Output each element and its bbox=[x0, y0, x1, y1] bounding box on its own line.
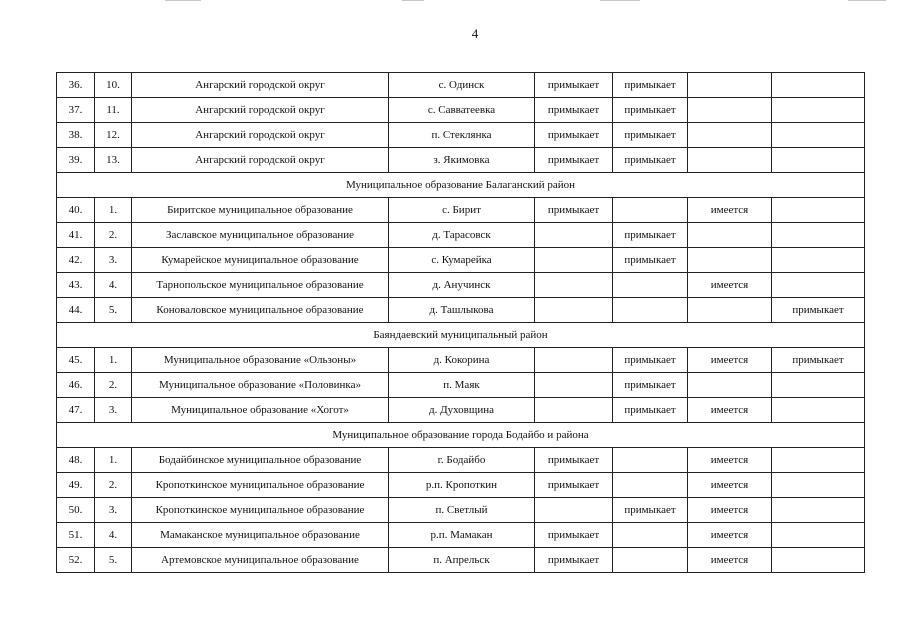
status-col-1 bbox=[535, 298, 613, 323]
status-col-4 bbox=[772, 273, 865, 298]
status-col-2: примыкает bbox=[613, 148, 688, 173]
status-col-1 bbox=[535, 348, 613, 373]
settlement-name: д. Анучинск bbox=[389, 273, 535, 298]
local-number: 2. bbox=[95, 373, 132, 398]
status-col-3: имеется bbox=[688, 273, 772, 298]
status-col-3 bbox=[688, 248, 772, 273]
row-number: 44. bbox=[57, 298, 95, 323]
table-row bbox=[57, 73, 865, 98]
status-col-2 bbox=[613, 473, 688, 498]
row-number: 50. bbox=[57, 498, 95, 523]
row-number: 52. bbox=[57, 548, 95, 573]
local-number: 12. bbox=[95, 123, 132, 148]
status-col-4 bbox=[772, 448, 865, 473]
municipality-name: Артемовское муниципальное образование bbox=[132, 548, 389, 573]
local-number: 5. bbox=[95, 548, 132, 573]
settlement-name: д. Кокорина bbox=[389, 348, 535, 373]
row-number: 42. bbox=[57, 248, 95, 273]
row-number: 46. bbox=[57, 373, 95, 398]
status-col-3: имеется bbox=[688, 198, 772, 223]
local-number: 11. bbox=[95, 98, 132, 123]
settlement-name: д. Тарасовск bbox=[389, 223, 535, 248]
row-number: 40. bbox=[57, 198, 95, 223]
status-col-1 bbox=[535, 273, 613, 298]
row-number: 36. bbox=[57, 73, 95, 98]
status-col-2: примыкает bbox=[613, 373, 688, 398]
status-col-1: примыкает bbox=[535, 98, 613, 123]
status-col-4: примыкает bbox=[772, 348, 865, 373]
settlement-name: р.п. Кропоткин bbox=[389, 473, 535, 498]
status-col-2: примыкает bbox=[613, 348, 688, 373]
local-number: 4. bbox=[95, 523, 132, 548]
row-number: 51. bbox=[57, 523, 95, 548]
status-col-1 bbox=[535, 223, 613, 248]
status-col-3: имеется bbox=[688, 523, 772, 548]
municipality-name: Тарнопольское муниципальное образование bbox=[132, 273, 389, 298]
table-row bbox=[57, 473, 865, 498]
status-col-4 bbox=[772, 148, 865, 173]
table-row bbox=[57, 273, 865, 298]
municipality-name: Биритское муниципальное образование bbox=[132, 198, 389, 223]
table-body bbox=[57, 73, 865, 573]
settlement-name: п. Светлый bbox=[389, 498, 535, 523]
local-number: 3. bbox=[95, 248, 132, 273]
scan-mark bbox=[165, 0, 201, 1]
scan-mark bbox=[402, 0, 424, 1]
status-col-4 bbox=[772, 398, 865, 423]
settlement-name: п. Апрельск bbox=[389, 548, 535, 573]
table-row bbox=[57, 148, 865, 173]
row-number: 47. bbox=[57, 398, 95, 423]
status-col-4 bbox=[772, 248, 865, 273]
local-number: 4. bbox=[95, 273, 132, 298]
status-col-2 bbox=[613, 548, 688, 573]
table-row bbox=[57, 348, 865, 373]
status-col-3 bbox=[688, 373, 772, 398]
local-number: 1. bbox=[95, 448, 132, 473]
municipality-name: Муниципальное образование «Хогот» bbox=[132, 398, 389, 423]
page-number: 4 bbox=[471, 26, 479, 41]
status-col-4 bbox=[772, 373, 865, 398]
status-col-3 bbox=[688, 298, 772, 323]
table-row bbox=[57, 373, 865, 398]
status-col-2: примыкает bbox=[613, 398, 688, 423]
status-col-4 bbox=[772, 498, 865, 523]
status-col-2: примыкает bbox=[613, 98, 688, 123]
scan-mark bbox=[600, 0, 640, 1]
local-number: 10. bbox=[95, 73, 132, 98]
status-col-1: примыкает bbox=[535, 198, 613, 223]
status-col-4 bbox=[772, 98, 865, 123]
status-col-1: примыкает bbox=[535, 473, 613, 498]
status-col-4 bbox=[772, 473, 865, 498]
table-row bbox=[57, 398, 865, 423]
row-number: 43. bbox=[57, 273, 95, 298]
status-col-2: примыкает bbox=[613, 73, 688, 98]
settlement-name: с. Кумарейка bbox=[389, 248, 535, 273]
municipality-name: Заславское муниципальное образование bbox=[132, 223, 389, 248]
row-number: 39. bbox=[57, 148, 95, 173]
municipality-name: Муниципальное образование «Половинка» bbox=[132, 373, 389, 398]
municipality-name: Ангарский городской округ bbox=[132, 73, 389, 98]
table-row bbox=[57, 223, 865, 248]
row-number: 37. bbox=[57, 98, 95, 123]
status-col-2: примыкает bbox=[613, 223, 688, 248]
status-col-4 bbox=[772, 523, 865, 548]
status-col-1 bbox=[535, 373, 613, 398]
row-number: 38. bbox=[57, 123, 95, 148]
table-row bbox=[57, 298, 865, 323]
status-col-2 bbox=[613, 273, 688, 298]
table-row bbox=[57, 498, 865, 523]
row-number: 49. bbox=[57, 473, 95, 498]
row-number: 41. bbox=[57, 223, 95, 248]
municipality-name: Ангарский городской округ bbox=[132, 123, 389, 148]
status-col-3: имеется bbox=[688, 548, 772, 573]
status-col-2 bbox=[613, 298, 688, 323]
table-row bbox=[57, 198, 865, 223]
status-col-2: примыкает bbox=[613, 498, 688, 523]
status-col-3 bbox=[688, 123, 772, 148]
local-number: 2. bbox=[95, 223, 132, 248]
local-number: 2. bbox=[95, 473, 132, 498]
status-col-4 bbox=[772, 548, 865, 573]
settlement-name: д. Духовщина bbox=[389, 398, 535, 423]
settlements-table bbox=[56, 72, 865, 573]
status-col-3: имеется bbox=[688, 348, 772, 373]
municipality-name: Кропоткинское муниципальное образование bbox=[132, 498, 389, 523]
settlement-name: с. Савватеевка bbox=[389, 98, 535, 123]
municipality-name: Мамаканское муниципальное образование bbox=[132, 523, 389, 548]
status-col-2 bbox=[613, 523, 688, 548]
municipality-name: Муниципальное образование «Ользоны» bbox=[132, 348, 389, 373]
status-col-3 bbox=[688, 223, 772, 248]
table-row bbox=[57, 448, 865, 473]
table-row bbox=[57, 98, 865, 123]
status-col-2 bbox=[613, 198, 688, 223]
local-number: 13. bbox=[95, 148, 132, 173]
status-col-1: примыкает bbox=[535, 73, 613, 98]
municipality-name: Кропоткинское муниципальное образование bbox=[132, 473, 389, 498]
municipality-name: Бодайбинское муниципальное образование bbox=[132, 448, 389, 473]
status-col-3: имеется bbox=[688, 498, 772, 523]
section-header-row bbox=[57, 323, 865, 348]
status-col-1 bbox=[535, 398, 613, 423]
status-col-4 bbox=[772, 73, 865, 98]
status-col-4: примыкает bbox=[772, 298, 865, 323]
table-row bbox=[57, 123, 865, 148]
status-col-1: примыкает bbox=[535, 523, 613, 548]
local-number: 3. bbox=[95, 498, 132, 523]
status-col-2: примыкает bbox=[613, 248, 688, 273]
status-col-4 bbox=[772, 123, 865, 148]
table-row bbox=[57, 523, 865, 548]
municipality-name: Кумарейское муниципальное образование bbox=[132, 248, 389, 273]
settlement-name: с. Одинск bbox=[389, 73, 535, 98]
local-number: 3. bbox=[95, 398, 132, 423]
status-col-3: имеется bbox=[688, 448, 772, 473]
status-col-3 bbox=[688, 148, 772, 173]
settlement-name: с. Бирит bbox=[389, 198, 535, 223]
table-row bbox=[57, 248, 865, 273]
status-col-1: примыкает bbox=[535, 148, 613, 173]
municipality-name: Коноваловское муниципальное образование bbox=[132, 298, 389, 323]
status-col-1: примыкает bbox=[535, 548, 613, 573]
settlement-name: г. Бодайбо bbox=[389, 448, 535, 473]
status-col-3: имеется bbox=[688, 398, 772, 423]
section-title: Муниципальное образование города Бодайбо и района bbox=[57, 423, 865, 448]
status-col-1 bbox=[535, 498, 613, 523]
row-number: 45. bbox=[57, 348, 95, 373]
section-header-row bbox=[57, 173, 865, 198]
status-col-4 bbox=[772, 223, 865, 248]
municipality-name: Ангарский городской округ bbox=[132, 98, 389, 123]
status-col-3 bbox=[688, 73, 772, 98]
settlement-name: д. Ташлыкова bbox=[389, 298, 535, 323]
section-header-row bbox=[57, 423, 865, 448]
status-col-4 bbox=[772, 198, 865, 223]
local-number: 1. bbox=[95, 348, 132, 373]
settlement-name: з. Якимовка bbox=[389, 148, 535, 173]
status-col-2 bbox=[613, 448, 688, 473]
local-number: 5. bbox=[95, 298, 132, 323]
status-col-1 bbox=[535, 248, 613, 273]
municipality-name: Ангарский городской округ bbox=[132, 148, 389, 173]
row-number: 48. bbox=[57, 448, 95, 473]
status-col-2: примыкает bbox=[613, 123, 688, 148]
status-col-1: примыкает bbox=[535, 448, 613, 473]
status-col-1: примыкает bbox=[535, 123, 613, 148]
local-number: 1. bbox=[95, 198, 132, 223]
settlement-name: р.п. Мамакан bbox=[389, 523, 535, 548]
section-title: Муниципальное образование Балаганский район bbox=[57, 173, 865, 198]
section-title: Баяндаевский муниципальный район bbox=[57, 323, 865, 348]
table-row bbox=[57, 548, 865, 573]
status-col-3: имеется bbox=[688, 473, 772, 498]
settlement-name: п. Маяк bbox=[389, 373, 535, 398]
scan-mark bbox=[848, 0, 886, 1]
settlement-name: п. Стеклянка bbox=[389, 123, 535, 148]
status-col-3 bbox=[688, 98, 772, 123]
